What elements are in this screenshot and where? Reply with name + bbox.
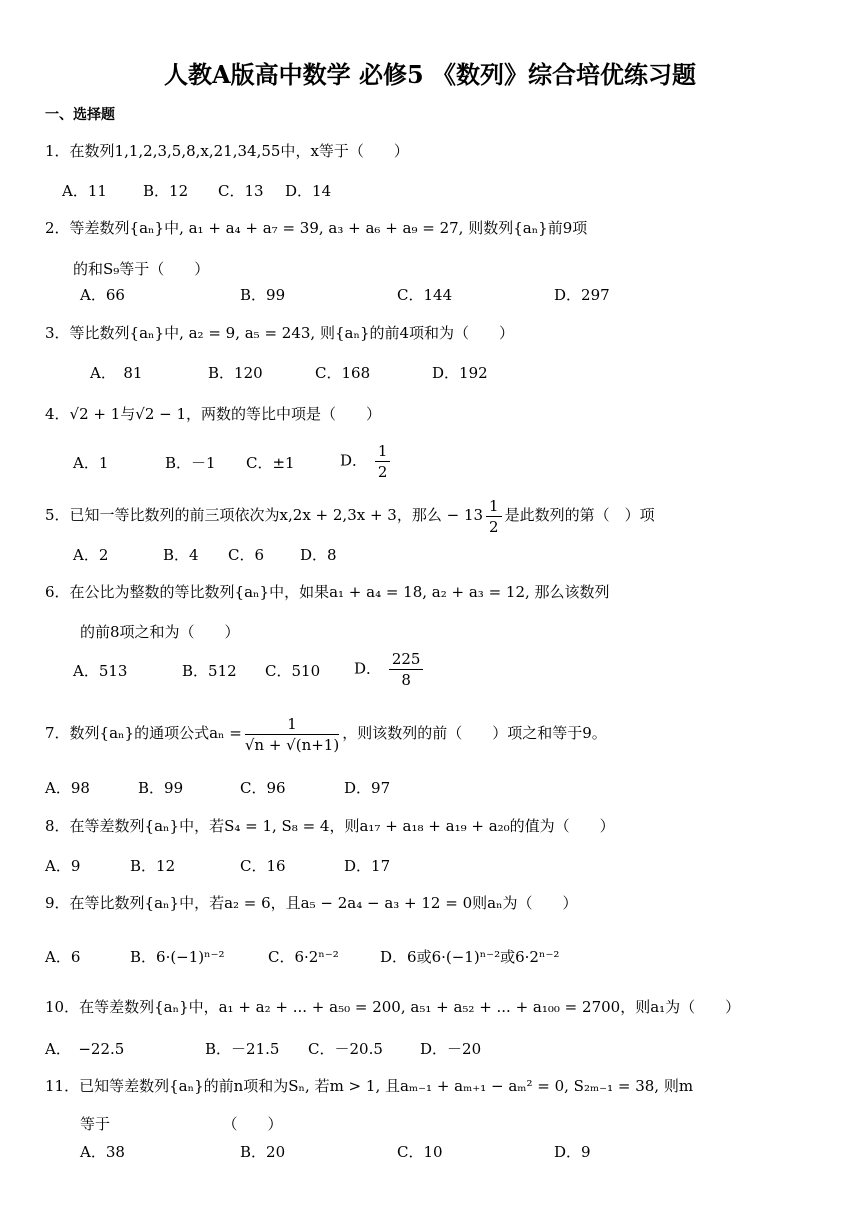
q10-option-d: D．－20 <box>420 1040 482 1058</box>
fraction-denominator: 2 <box>377 463 388 481</box>
q3-option-c: C．168 <box>315 364 371 382</box>
q5-option-d: D．8 <box>300 546 337 564</box>
q6-option-b: B．512 <box>182 662 237 680</box>
q3-option-a: A． 81 <box>90 364 143 382</box>
q1-option-c: C．13 <box>218 182 264 200</box>
q3-option-d: D．192 <box>432 364 488 382</box>
q7-option-d: D．97 <box>344 779 391 797</box>
fraction-denominator: 2 <box>489 517 499 536</box>
q1-option-a: A．11 <box>62 182 107 200</box>
q5-option-b: B．4 <box>163 546 199 564</box>
q4-option-d <box>340 441 393 482</box>
q10-option-c: C．－20.5 <box>308 1040 383 1058</box>
q9-option-b: B．6·(−1)ⁿ⁻² <box>130 948 225 966</box>
question-6-line1: 6．在公比为整数的等比数列{aₙ}中，如果a₁ + a₄ = 18, a₂ + a₃ = 12, 那么该数列 <box>45 583 610 601</box>
q6-option-d-fraction <box>389 649 424 690</box>
q2-option-c: C．144 <box>397 286 453 304</box>
question-5-text-post: 是此数列的第（ ）项 <box>504 506 655 524</box>
q1-option-b: B．12 <box>143 182 189 200</box>
q4-option-b: B．－1 <box>165 454 216 472</box>
q4-option-c: C．±1 <box>246 454 295 472</box>
question-7-text-post: ，则该数列的前（ ）项之和等于9。 <box>342 724 607 742</box>
question-11-line1: 11．已知等差数列{aₙ}的前n项和为Sₙ, 若m > 1, 且aₘ₋₁ + aₘ₊₁ − aₘ² = 0, S₂ₘ₋₁ = 38, 则m <box>45 1077 694 1095</box>
q10-option-b: B．－21.5 <box>205 1040 280 1058</box>
fraction-numerator: 1 <box>486 496 502 517</box>
q4-option-a: A．1 <box>73 454 109 472</box>
q7-option-a: A．98 <box>45 779 90 797</box>
question-9: 9．在等比数列{aₙ}中，若a₂ = 6，且a₅ − 2a₄ − a₃ + 12 = 0则aₙ为（ ） <box>45 894 578 912</box>
fraction-denominator: 8 <box>401 671 411 689</box>
q11-option-c: C．10 <box>397 1143 443 1161</box>
question-8: 8．在等差数列{aₙ}中，若S₄ = 1, S₈ = 4，则a₁₇ + a₁₈ + a₁₉ + a₂₀的值为（ ） <box>45 817 615 835</box>
question-7 <box>45 711 607 755</box>
q2-option-a: A．66 <box>80 286 125 304</box>
q7-option-c: C．96 <box>240 779 286 797</box>
q11-option-d: D．9 <box>554 1143 591 1161</box>
q3-option-b: B．120 <box>208 364 263 382</box>
question-3: 3．等比数列{aₙ}中, a₂ = 9, a₅ = 243, 则{aₙ}的前4项和为（ ） <box>45 324 515 342</box>
q9-option-c: C．6·2ⁿ⁻² <box>268 948 339 966</box>
section-heading: 一、选择题 <box>45 107 115 123</box>
question-5-fraction <box>486 496 502 537</box>
q7-option-b: B．99 <box>138 779 184 797</box>
question-2-line1: 2．等差数列{aₙ}中, a₁ + a₄ + a₇ = 39, a₃ + a₆ + a₉ = 27, 则数列{aₙ}前9项 <box>45 219 588 237</box>
q5-option-a: A．2 <box>73 546 109 564</box>
q8-option-c: C．16 <box>240 857 286 875</box>
question-5-text-pre: 5．已知一等比数列的前三项依次为x,2x + 2,3x + 3，那么 − 13 <box>45 506 484 524</box>
question-2-line2: 的和S₉等于（ ） <box>73 260 210 278</box>
q8-option-a: A．9 <box>45 857 81 875</box>
question-7-text-pre: 7．数列{aₙ}的通项公式aₙ = <box>45 724 242 742</box>
fraction-denominator: √n + √(n+1) <box>244 735 340 754</box>
question-10: 10．在等差数列{aₙ}中，a₁ + a₂ + ... + a₅₀ = 200, a₅₁ + a₅₂ + ... + a₁₀₀ = 2700，则a₁为（ ） <box>45 998 741 1016</box>
q2-option-d: D．297 <box>554 286 610 304</box>
question-7-fraction <box>245 714 339 755</box>
q2-option-b: B．99 <box>240 286 286 304</box>
q1-option-d: D．14 <box>285 182 332 200</box>
fraction-numerator: 1 <box>375 441 391 462</box>
q8-option-b: B．12 <box>130 857 176 875</box>
q9-option-a: A．6 <box>45 948 81 966</box>
fraction-numerator: 1 <box>245 714 339 735</box>
question-4: 4．√2 + 1与√2 − 1，两数的等比中项是（ ） <box>45 405 382 423</box>
q9-option-d: D．6或6·(−1)ⁿ⁻²或6·2ⁿ⁻² <box>380 948 560 966</box>
page-title: 人教A版高中数学 必修5 《数列》综合培优练习题 <box>163 60 697 89</box>
q6-option-d-label: D． <box>354 659 382 678</box>
fraction-numerator: 225 <box>389 649 424 670</box>
question-1: 1．在数列1,1,2,3,5,8,x,21,34,55中，x等于（ ） <box>45 142 409 160</box>
q8-option-d: D．17 <box>344 857 391 875</box>
q11-option-b: B．20 <box>240 1143 286 1161</box>
q11-option-a: A．38 <box>80 1143 125 1161</box>
q6-option-d <box>354 649 426 690</box>
question-6-line2: 的前8项之和为（ ） <box>80 623 240 641</box>
question-11-line2: 等于 （ ） <box>80 1115 283 1133</box>
q6-option-c: C．510 <box>265 662 321 680</box>
q6-option-a: A．513 <box>73 662 128 680</box>
question-5 <box>45 494 655 537</box>
q5-option-c: C．6 <box>228 546 265 564</box>
q4-option-d-label: D． <box>340 451 368 470</box>
q10-option-a: A． −22.5 <box>45 1040 125 1058</box>
q4-option-d-fraction <box>375 441 391 482</box>
